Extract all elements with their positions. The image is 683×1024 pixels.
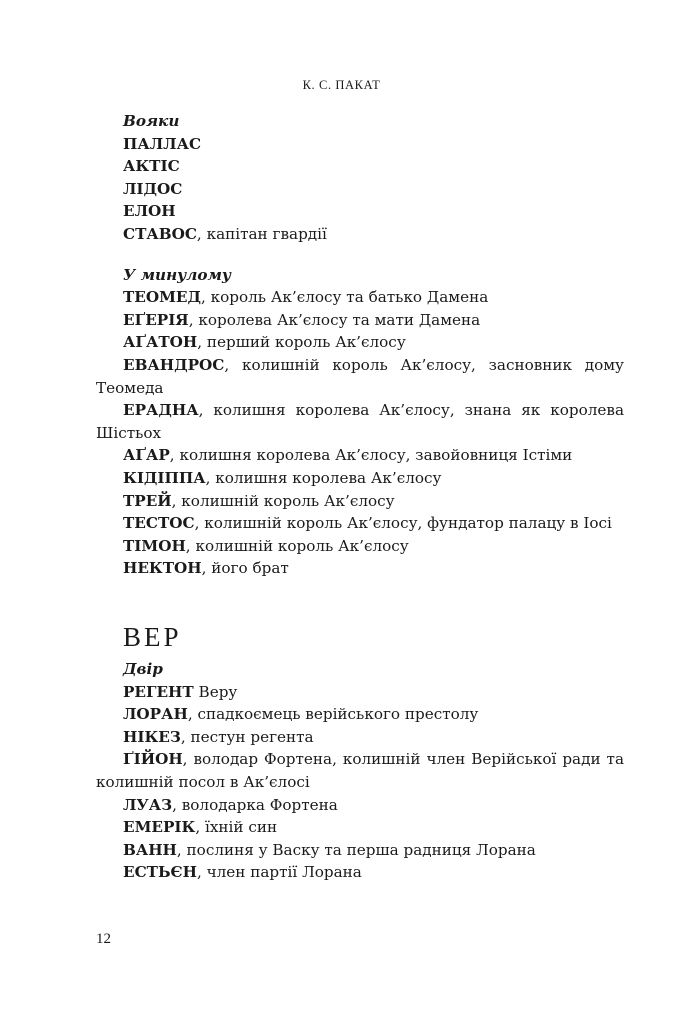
character-name: ҐІЙОН: [123, 750, 183, 769]
character-entry: [96, 535, 624, 558]
character-name: ЕМЕРІК: [123, 818, 196, 837]
character-name: ТІМОН: [123, 536, 186, 555]
character-name: АҐАР: [123, 446, 170, 465]
character-entry: [96, 794, 624, 817]
character-name: СТАВОС: [123, 224, 197, 243]
character-entry: [96, 703, 624, 726]
character-description: , перший король Ак’єлосу: [197, 333, 406, 352]
character-description: , колишній король Ак’єлосу, засновник дому Теомеда: [96, 355, 624, 397]
character-description: , володарка Фортена: [172, 795, 338, 814]
character-entry: [96, 178, 624, 201]
character-entry: [96, 839, 624, 862]
character-list-akielos: [96, 110, 624, 580]
section-title-court: Двір: [123, 660, 163, 678]
character-name: ТЕСТОС: [123, 514, 195, 533]
character-entry: [96, 490, 624, 513]
character-description: , колишня королева Ак’єлосу: [205, 468, 442, 487]
character-entry: [96, 748, 624, 793]
character-name: ПАЛЛАС: [123, 134, 202, 153]
character-name: НЕКТОН: [123, 559, 202, 578]
character-description: , член партії Лорана: [196, 863, 362, 882]
character-entry: [96, 861, 624, 884]
character-description: , володар Фортена, колишній член Верійської ради та колишній посол в Ак’єлосі: [96, 750, 624, 791]
character-entry: [96, 512, 624, 535]
character-entry: [96, 354, 624, 399]
character-entry: [96, 444, 624, 467]
character-description: , колишній король Ак’єлосу, фундатор палацу в Іосі: [194, 514, 612, 533]
character-entry: [96, 399, 624, 444]
character-entry: [96, 557, 624, 580]
character-entry: [96, 681, 624, 704]
character-entry: [96, 816, 624, 839]
character-description: , колишня королева Ак’єлосу, знана як королева Шістьох: [96, 401, 624, 442]
character-name: ЛІДОС: [123, 179, 183, 198]
character-entry: [96, 133, 624, 156]
character-entry: [96, 331, 624, 354]
entries-warriors: [96, 133, 624, 246]
character-description: , королева Ак’єлосу та мати Дамена: [188, 310, 481, 329]
character-name: ЛОРАН: [123, 705, 188, 724]
character-name: ЕҐЕРІЯ: [123, 310, 189, 329]
character-description: , капітан гвардії: [196, 224, 327, 243]
character-name: ЕСТЬЄН: [123, 863, 197, 882]
character-entry: [96, 200, 624, 223]
character-name: ЛУАЗ: [123, 795, 173, 814]
character-name: АҐАТОН: [123, 333, 198, 352]
character-description: , колишній король Ак’єлосу: [185, 536, 409, 555]
character-entry: [96, 467, 624, 490]
character-description: , колишня королева Ак’єлосу, завойовниця Істіми: [169, 446, 573, 465]
character-description: , спадкоємець верійського престолу: [187, 705, 479, 724]
character-name: ТЕОМЕД: [123, 288, 201, 307]
running-header: К. С. ПАКАТ: [302, 78, 381, 92]
page-number: 12: [96, 931, 111, 947]
character-description: Веру: [193, 682, 238, 701]
character-entry: [96, 309, 624, 332]
character-name: ЕЛОН: [123, 202, 176, 221]
character-entry: [96, 726, 624, 749]
section-title-warriors: Вояки: [123, 112, 180, 130]
character-name: ЕВАНДРОС: [123, 355, 225, 374]
character-name: АКТІС: [123, 157, 180, 176]
character-entry: [96, 286, 624, 309]
entries-court: [96, 681, 624, 884]
character-description: , пестун регента: [180, 727, 314, 746]
character-name: РЕГЕНТ: [123, 682, 194, 701]
character-name: ВАНН: [123, 840, 177, 859]
character-name: ЕРАДНА: [123, 401, 199, 420]
character-description: , його брат: [201, 559, 289, 578]
character-name: КІДІППА: [123, 468, 206, 487]
character-list-vere: [96, 658, 624, 884]
character-entry: [96, 155, 624, 178]
character-description: , послиня у Васку та перша радниця Лорана: [176, 840, 536, 859]
entries-past: [96, 286, 624, 580]
character-name: ТРЕЙ: [123, 491, 172, 510]
chapter-title: ВЕР: [123, 622, 182, 652]
character-entry: [96, 223, 624, 246]
character-description: , король Ак’єлосу та батько Дамена: [201, 288, 489, 307]
character-description: , колишній король Ак’єлосу: [171, 491, 395, 510]
character-name: НІКЕЗ: [123, 727, 181, 746]
section-title-past: У минулому: [123, 265, 232, 284]
character-description: , їхній син: [195, 818, 278, 837]
